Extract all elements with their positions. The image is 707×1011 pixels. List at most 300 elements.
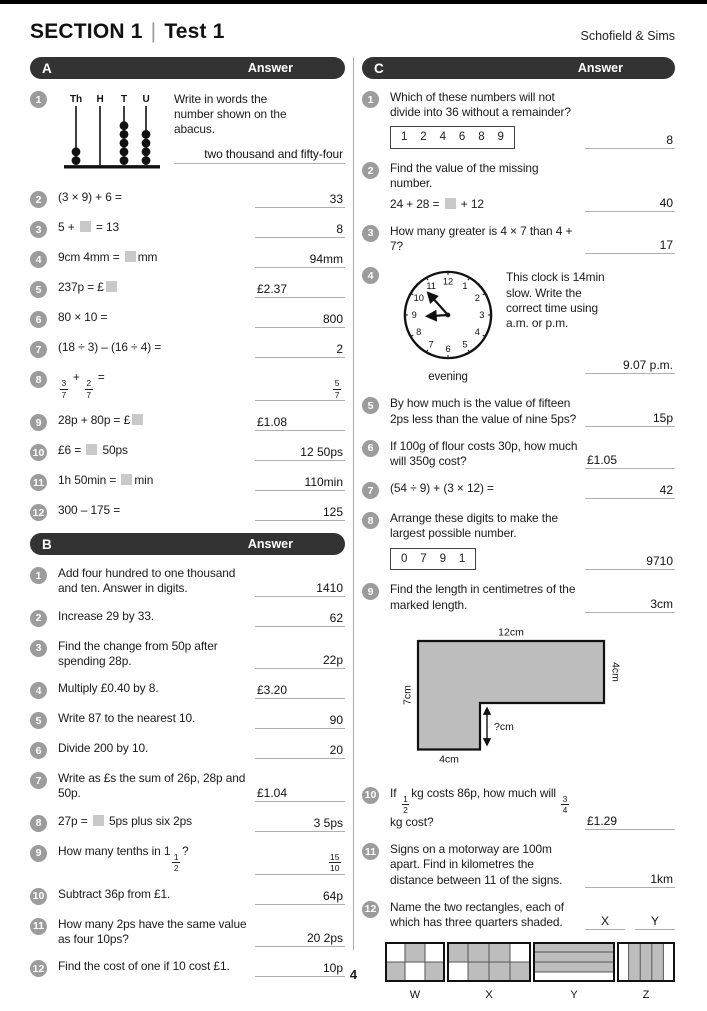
question-text-area (58, 566, 255, 596)
section-letter: C (374, 60, 384, 76)
svg-text:6: 6 (445, 344, 451, 355)
question-text: Find the value of the missing number. (390, 161, 539, 191)
question-text-area (58, 280, 255, 298)
svg-text:7cm: 7cm (401, 684, 414, 705)
question-text-area (390, 511, 585, 570)
digit-box (390, 548, 476, 571)
svg-text:11: 11 (426, 281, 436, 292)
question-number: 9 (362, 583, 379, 600)
answer-line: 8 (255, 222, 345, 238)
answer-line: £1.05 (585, 453, 675, 469)
answer-area (585, 481, 675, 499)
question-number: 12 (30, 960, 47, 977)
question-text: If $\frac{1}{2}$ kg costs 86p, how much will $\frac{3}{4}$ kg cost? (390, 785, 568, 829)
question-text: By how much is the value of fifteen 2ps less than the value of nine 5ps? (390, 396, 577, 426)
question-number: 11 (362, 843, 379, 860)
answer-line: 10p (255, 961, 345, 977)
answer-area (255, 250, 345, 268)
question-row (362, 224, 675, 254)
question-text: Write as £s the sum of 26p, 28p and 50p. (58, 771, 246, 801)
fraction (60, 379, 68, 399)
question-row (30, 413, 345, 431)
answer-line: £2.37 (255, 282, 345, 298)
digit: 9 (439, 552, 446, 565)
question-text: Write 87 to the nearest 10. (58, 711, 196, 726)
fraction-numerator: 5 (334, 378, 340, 389)
question-row (362, 900, 675, 930)
fraction-rect-label: X (485, 989, 493, 1002)
answer-line: Y (635, 914, 675, 930)
answer-area (585, 396, 675, 426)
answer-line: 20 (255, 743, 345, 759)
answer-line: 110min (255, 475, 345, 491)
section-header-a (30, 57, 345, 79)
question-text-area (58, 473, 255, 491)
question-text-area (390, 786, 585, 830)
fraction-denominator: 4 (562, 805, 568, 816)
question-number: 2 (30, 191, 47, 208)
digit: 0 (401, 552, 408, 565)
question-number: 6 (30, 742, 47, 759)
missing-number-square (445, 198, 456, 209)
question-text-area (58, 814, 255, 832)
question-row (362, 842, 675, 888)
digit: 4 (439, 131, 446, 144)
abacus-graphic (58, 90, 168, 174)
answer-line: 1km (585, 872, 675, 888)
question-number: 3 (30, 640, 47, 657)
answer-area (255, 681, 345, 699)
question-text-area (58, 741, 255, 759)
svg-text:5: 5 (462, 339, 468, 350)
fraction-denominator: 2 (173, 863, 179, 874)
question-text: Which of these numbers will not divide into 36 without a remainder? (390, 90, 571, 120)
fraction (172, 853, 180, 873)
l-shape-diagram (388, 625, 638, 771)
svg-text:1: 1 (462, 281, 468, 292)
answer-area (255, 503, 345, 521)
question-text: 300 – 175 = (58, 503, 121, 518)
question-text: (18 ÷ 3) – (16 ÷ 4) = (58, 340, 162, 355)
question-text: 1h 50min = min (58, 473, 154, 488)
question-row (30, 473, 345, 491)
answer-line: two thousand and fifty-four (174, 147, 345, 164)
question-number: 2 (30, 610, 47, 627)
fraction-denominator: 7 (334, 389, 340, 400)
question-row (30, 90, 345, 178)
answer-line (255, 844, 345, 875)
digit: 8 (478, 131, 485, 144)
question-text: 28p + 80p = £ (58, 413, 249, 428)
answer-line: 33 (255, 192, 345, 208)
question-text: Multiply £0.40 by 8. (58, 681, 159, 696)
question-number: 1 (362, 91, 379, 108)
question-text: Signs on a motorway are 100m apart. Find in kilometres the distance between 11 of the signs. (390, 842, 563, 887)
question-number: 11 (30, 474, 47, 491)
answer-line: 42 (585, 483, 675, 499)
missing-number-square (132, 414, 143, 425)
missing-number-square (80, 221, 91, 232)
digit: 6 (458, 131, 466, 144)
question-text: Add four hundred to one thousand and ten. Answer in digits. (58, 566, 236, 596)
digit-box (390, 126, 515, 149)
question-row (362, 786, 675, 830)
question-row (30, 917, 345, 947)
answer-area (585, 439, 675, 469)
page-top-edge (0, 0, 707, 4)
digit: 1 (401, 131, 408, 144)
question-text-area (58, 844, 255, 875)
question-number: 11 (30, 918, 47, 935)
question-text-area (58, 443, 255, 461)
answer-line: £1.29 (585, 814, 675, 830)
missing-number-square (106, 281, 117, 292)
svg-text:?cm: ?cm (494, 720, 514, 733)
test-heading: Test 1 (164, 20, 225, 43)
question-number: 5 (30, 281, 47, 298)
answer-line: 94mm (255, 252, 345, 268)
question-row (30, 370, 345, 401)
question-number: 10 (30, 444, 47, 461)
question-number: 6 (362, 440, 379, 457)
digit: 7 (420, 552, 427, 565)
question-text: 27p = 5ps plus six 2ps (58, 813, 192, 828)
left-column (30, 57, 345, 989)
question-text: If 100g of flour costs 30p, how much will 350g cost? (390, 438, 578, 469)
answer-line: 125 (255, 505, 345, 521)
page-number: 4 (349, 967, 358, 982)
fraction-numerator: 3 (562, 793, 568, 804)
answer-area (255, 340, 345, 358)
question-number: 9 (30, 414, 47, 431)
answer-area (255, 741, 345, 759)
answer-line: 12 50ps (255, 445, 345, 461)
question-number: 12 (30, 504, 47, 521)
question-row (30, 711, 345, 729)
section-header-b (30, 533, 345, 555)
answer-line: £1.08 (255, 415, 345, 431)
svg-text:10: 10 (413, 293, 424, 304)
answer-line: 2 (255, 342, 345, 358)
question-text-area (390, 582, 585, 612)
question-row (30, 609, 345, 627)
answer-line: 22p (255, 653, 345, 669)
question-text-area (58, 250, 255, 268)
question-equation: 24 + 28 = + 12 (390, 196, 484, 211)
svg-text:9: 9 (411, 310, 417, 321)
question-text-area (58, 887, 255, 905)
question-text-area (58, 711, 255, 729)
question-row (30, 190, 345, 208)
answer-area (255, 220, 345, 238)
answer-line: £3.20 (255, 683, 345, 699)
section-letter: A (42, 60, 52, 76)
fraction (329, 853, 341, 873)
answer-area (255, 609, 345, 627)
fraction (402, 795, 410, 815)
question-text-area (390, 161, 585, 212)
page-title (30, 20, 225, 44)
svg-text:U: U (142, 94, 150, 105)
missing-number-square (93, 815, 104, 826)
fraction-numerator: 3 (61, 378, 67, 389)
question-number: 7 (30, 772, 47, 789)
fraction (561, 795, 569, 815)
fraction-numerator: 2 (86, 378, 92, 389)
question-number: 2 (362, 162, 379, 179)
question-text-area (390, 224, 585, 254)
answer-area (585, 161, 675, 212)
question-text: This clock is 14min slow. Write the correct time using a.m. or p.m. (506, 270, 605, 331)
question-number: 8 (30, 815, 47, 832)
clock-caption: evening (428, 370, 468, 383)
question-text-area (58, 220, 255, 238)
svg-text:4cm: 4cm (439, 753, 459, 766)
question-row (362, 266, 675, 384)
answer-line: X (585, 914, 625, 930)
answer-column-label: Answer (247, 61, 293, 75)
question-number: 8 (362, 512, 379, 529)
question-row (30, 443, 345, 461)
svg-text:Th: Th (69, 94, 83, 105)
question-text-area (58, 310, 255, 328)
question-row (30, 220, 345, 238)
svg-text:12cm: 12cm (498, 626, 524, 639)
question-text-area (58, 917, 255, 947)
answer-area (585, 842, 675, 888)
question-text-area (58, 503, 255, 521)
question-text: How many tenths in 1 $\frac{1}{2}$ ? (58, 843, 189, 874)
question-row (30, 250, 345, 268)
clock-box (390, 266, 506, 384)
question-row (30, 844, 345, 875)
question-text-area (390, 396, 585, 426)
question-row (30, 280, 345, 298)
title-separator: | (150, 20, 157, 43)
answer-line: 64p (255, 889, 345, 905)
question-text-area (58, 190, 255, 208)
svg-text:4: 4 (474, 327, 480, 338)
question-row (30, 566, 345, 596)
svg-text:4cm: 4cm (609, 661, 622, 682)
question-number: 4 (30, 251, 47, 268)
answer-area (255, 639, 345, 669)
answer-line: 90 (255, 713, 345, 729)
answer-line: 9710 (585, 554, 675, 570)
question-text: Subtract 36p from £1. (58, 886, 171, 901)
question-row (30, 771, 345, 801)
question-number: 10 (362, 787, 379, 804)
digit: 9 (497, 131, 504, 144)
digit: 2 (420, 131, 427, 144)
answer-area (585, 900, 675, 930)
question-text: 237p = £ (58, 280, 249, 295)
question-row (362, 396, 675, 426)
question-number: 4 (362, 267, 379, 284)
answer-area (255, 413, 345, 431)
answer-area (255, 443, 345, 461)
question-text: Find the length in centimetres of the marked length. (390, 582, 576, 612)
answer-column-label: Answer (577, 61, 623, 75)
answer-area (255, 887, 345, 905)
answer-column-label: Answer (247, 537, 293, 552)
answer-area (255, 370, 345, 401)
question-text: Write in words the number shown on the abacus. (174, 92, 287, 137)
question-text: 80 × 10 = (58, 310, 108, 325)
answer-area (255, 190, 345, 208)
question-number: 8 (30, 371, 47, 388)
fraction-numerator: 1 (173, 851, 179, 862)
fraction-numerator: 15 (330, 851, 340, 862)
answer-area (255, 917, 345, 947)
answer-line: 17 (585, 238, 675, 254)
question-number: 7 (362, 482, 379, 499)
svg-text:2: 2 (474, 293, 480, 304)
answer-area (255, 473, 345, 491)
answer-area (255, 566, 345, 596)
question-number: 7 (30, 341, 47, 358)
question-row (362, 582, 675, 612)
missing-number-square (86, 444, 97, 455)
question-row (30, 887, 345, 905)
answer-area (255, 711, 345, 729)
abacus-box (58, 90, 174, 178)
fraction-rect-label: Y (570, 989, 578, 1002)
question-row (362, 439, 675, 469)
answer-line: £1.04 (255, 786, 345, 802)
fraction-rect-label: Z (642, 989, 650, 1002)
answer-line: 8 (585, 133, 675, 149)
question-number: 4 (30, 682, 47, 699)
question-row (362, 481, 675, 499)
svg-text:8: 8 (416, 327, 422, 338)
answer-area (585, 358, 675, 374)
answer-line: 3 5ps (255, 816, 345, 832)
question-text-area (390, 90, 585, 149)
answer-line: 1410 (255, 581, 345, 597)
answer-line: 800 (255, 312, 345, 328)
question-text-area (58, 90, 345, 178)
question-text: Increase 29 by 33. (58, 608, 155, 623)
answer-area (255, 310, 345, 328)
fraction-rect-label: W (409, 989, 421, 1002)
question-text-area (58, 370, 255, 401)
svg-text:T: T (120, 94, 128, 105)
fraction-numerator: 1 (403, 793, 408, 804)
l-shape-diagram-wrap (388, 625, 675, 776)
question-text-area (58, 771, 255, 801)
question-number: 5 (362, 397, 379, 414)
question-row (30, 639, 345, 669)
question-text: How many 2ps have the same value as four 10ps? (58, 916, 247, 946)
question-number: 1 (30, 567, 47, 584)
answer-area (255, 844, 345, 875)
question-text: $\frac{3}{7}$ + $\frac{2}{7}$ = (61, 370, 105, 400)
answer-line (255, 370, 345, 401)
answer-area (255, 280, 345, 298)
question-text: 9cm 4mm = mm (58, 250, 158, 265)
question-number: 6 (30, 311, 47, 328)
question-text-area (390, 900, 585, 930)
missing-number-square (125, 251, 136, 262)
question-text-area (390, 481, 585, 499)
fraction-denominator: 2 (403, 805, 408, 816)
question-text: (3 × 9) + 6 = (58, 190, 122, 205)
fraction-denominator: 10 (330, 863, 340, 874)
answer-area (585, 224, 675, 254)
question-text-area (390, 439, 585, 469)
answer-area (255, 771, 345, 801)
svg-text:12: 12 (442, 276, 454, 287)
answer-line: 40 (585, 196, 675, 212)
question-text: Find the change from 50p after spending 28p. (58, 638, 218, 668)
question-row (30, 681, 345, 699)
question-row (30, 340, 345, 358)
svg-text:H: H (96, 94, 104, 105)
answer-area (585, 511, 675, 570)
question-row (30, 741, 345, 759)
question-row (362, 90, 675, 149)
answer-area (585, 90, 675, 149)
question-text-area (58, 609, 255, 627)
question-number: 5 (30, 712, 47, 729)
question-number: 12 (362, 901, 379, 918)
abacus-text-area (174, 90, 345, 178)
question-text-area (58, 681, 255, 699)
question-text: (54 ÷ 9) + (3 × 12) = (390, 481, 494, 496)
section-heading: SECTION 1 (30, 20, 143, 43)
digit: 1 (458, 552, 466, 565)
answer-line: 15p (585, 411, 675, 427)
question-text-area (58, 413, 255, 431)
question-row (30, 814, 345, 832)
question-number: 3 (30, 221, 47, 238)
abacus-question (58, 90, 345, 178)
answer-line: 20 2ps (255, 931, 345, 947)
answer-area (585, 786, 675, 830)
question-row (362, 161, 675, 212)
question-text-area (58, 340, 255, 358)
question-number: 10 (30, 888, 47, 905)
answer-area (255, 814, 345, 832)
answer-line: 62 (255, 611, 345, 627)
page-header (30, 20, 675, 44)
section-letter: B (42, 536, 52, 552)
fraction-denominator: 7 (61, 389, 67, 400)
publisher-name: Schofield & Sims (580, 29, 675, 43)
question-text: Divide 200 by 10. (58, 741, 149, 756)
question-text: 5 + = 13 (58, 220, 120, 235)
answer-area (585, 582, 675, 612)
question-row (362, 511, 675, 570)
question-number: 1 (30, 91, 47, 108)
svg-text:3: 3 (479, 310, 485, 321)
fraction-denominator: 7 (86, 389, 92, 400)
svg-text:7: 7 (428, 339, 434, 350)
question-number: 9 (30, 845, 47, 862)
question-text-area (58, 639, 255, 669)
column-divider (353, 57, 354, 950)
question-row (30, 503, 345, 521)
missing-number-square (121, 474, 132, 485)
question-text: Arrange these digits to make the largest possible number. (390, 511, 558, 541)
answer-line: 9.07 p.m. (585, 358, 675, 374)
question-number: 3 (362, 225, 379, 242)
fraction (85, 379, 93, 399)
question-text: Name the two rectangles, each of which has three quarters shaded. (390, 899, 564, 930)
answer-line: 3cm (585, 597, 675, 613)
right-column (362, 57, 675, 1011)
